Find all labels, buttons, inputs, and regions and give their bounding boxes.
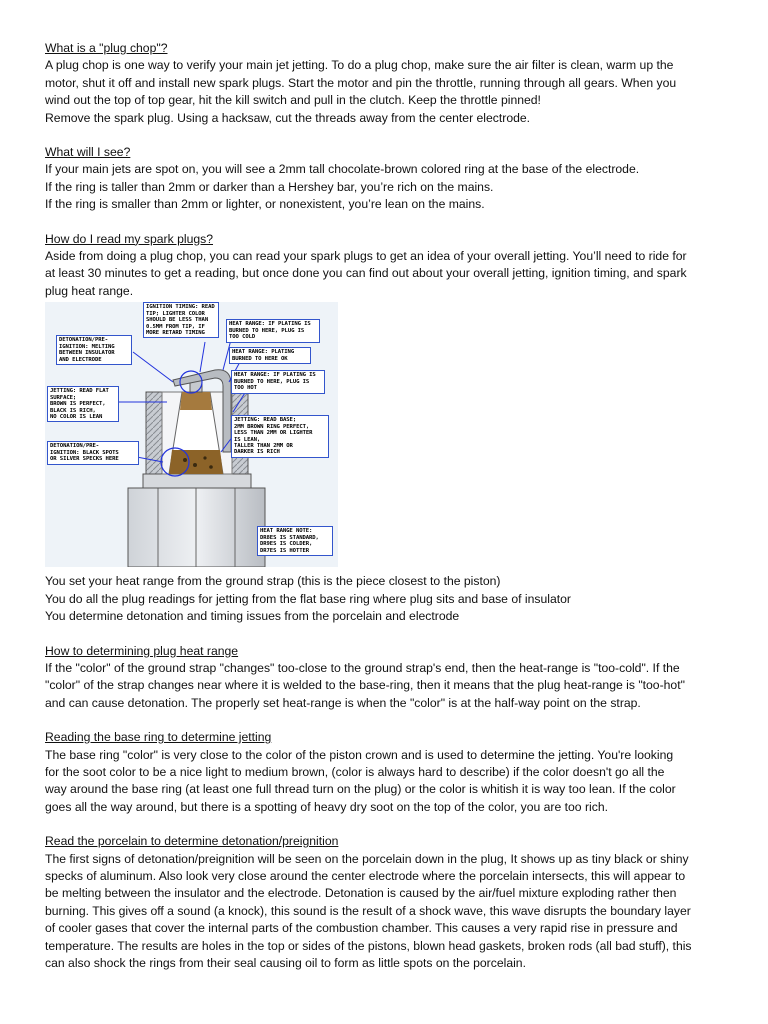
text-line: You do all the plug readings for jetting from the flat base ring where plug sits and base of insulator [45,591,571,606]
label-ignition-timing: IGNITION TIMING: READ TIP; LIGHTER COLOR SHOULD BE LESS THAN 0.5MM FROM TIP, IF MORE RETARD TIMING [143,302,219,338]
text-line: If your main jets are spot on, you will see a 2mm tall chocolate-brown colored ring at the base of the electrode. [45,162,640,177]
text-line: specks of aluminum. Also look very close around the center electrode where the porcelain intersects, this will appear to [45,868,686,883]
text-line: can also shock the rings from their seal causing oil to form as little spots on the porcelain. [45,956,526,970]
spark-plug-diagram [45,302,338,567]
text-line: Remove the spark plug. Using a hacksaw, cut the threads away from the center electrode. [45,110,531,125]
section-base-ring [45,729,735,816]
section-read-spark-plugs [45,231,735,301]
label-jetting-base: JETTING: READ BASE; 2MM BROWN RING PERFECT, LESS THAN 2MM OR LIGHTER IS LEAN, TALLER THAN 2MM OR DARKER IS RICH [231,415,329,457]
text-line: Aside from doing a plug chop, you can read your spark plugs to get an idea of your overall jetting. You’ll need to ride for [45,249,687,264]
text-line: motor, shut it off and install new spark plugs. Start the motor and pin the throttle, running through all gears. When you [45,75,677,90]
text-line: You set your heat range from the ground strap (this is the piece closest to the piston) [45,574,501,589]
text-line: If the ring is taller than 2mm or darker than a Hershey bar, you’re rich on the mains. [45,179,494,194]
text-line: The base ring "color" is very close to the color of the piston crown and is used to determine the jetting. You're looking [45,747,674,762]
text-line: goes all the way around, but there is a spotting of heavy dry soot on the top of the color, you are too rich. [45,799,608,814]
text-line: You determine detonation and timing issues from the porcelain and electrode [45,609,460,624]
text-line: "color" of the strap changes near where it is welded to the base-ring, then it means that the plug heat-range is "too-hot" [45,678,685,693]
text-line: A plug chop is one way to verify your main jet jetting. To do a plug chop, make sure the air filter is clean, warm up the [45,58,674,73]
text-line: burning. This gives off a sound (a knock), this sound is the result of a shock wave, this wave disrupts the boundary layer [45,903,691,918]
text-line: way around the base ring (at least one full thread turn on the plug) or the color is whitish it is way too lean. If the color [45,782,676,797]
section-plug-chop [45,40,735,127]
heading-base-ring: Reading the base ring to determine jetting [45,730,272,745]
section-what-will-i-see [45,144,735,214]
label-jetting-flat-surface: JETTING: READ FLAT SURFACE; BROWN IS PERFECT, BLACK IS RICH, NO COLOR IS LEAN [47,386,119,422]
label-detonation-black-spots: DETONATION/PRE- IGNITION: BLACK SPOTS OR SILVER SPECKS HERE [47,441,139,464]
section-heat-range [45,643,735,713]
text-line: If the ring is smaller than 2mm or lighter, or nonexistent, you’re lean on the mains. [45,197,485,212]
heading-porcelain: Read the porcelain to determine detonation/preignition [45,834,339,849]
text-line: wind out the top of top gear, hit the kill switch and pull in the clutch. Keep the throttle pinned! [45,93,541,108]
label-heat-range-too-cold: HEAT RANGE: IF PLATING IS BURNED TO HERE, PLUG IS TOO COLD [226,319,320,342]
text-line: If the "color" of the ground strap "changes" too-close to the ground strap's end, then the heat-range is "too-cold". If the [45,660,680,675]
heading-plug-chop: What is a "plug chop"? [45,41,168,55]
section-porcelain [45,833,735,972]
text-line: for the soot color to be a nice light to medium brown, (color is always hard to describe) if the color doesn't go all the [45,764,665,779]
heading-read-spark-plugs: How do I read my spark plugs? [45,231,213,246]
label-detonation-melting: DETONATION/PRE- IGNITION: MELTING BETWEEN INSULATOR AND ELECTRODE [56,335,132,365]
text-line: temperature. The results are holes in the top or sides of the pistons, blown head gaskets, broken rods (all bad stuff), this [45,938,692,953]
text-line: and can cause detonation. The properly set heat-range is when the "color" is at the half-way point on the strap. [45,695,641,710]
label-heat-range-ok: HEAT RANGE: PLATING BURNED TO HERE OK [229,347,311,364]
heading-heat-range: How to determining plug heat range [45,643,239,658]
text-line: The first signs of detonation/preignition will be seen on the porcelain down in the plug, It shows up as tiny black or shiny [45,851,689,866]
text-line: plug heat range. [45,283,134,298]
section-diagram-summary [45,573,735,625]
heading-what-will-i-see: What will I see? [45,145,131,160]
label-heat-range-note: HEAT RANGE NOTE: DR8ES IS STANDARD, DR9ES IS COLDER, DR7ES IS HOTTER [257,526,333,556]
label-heat-range-too-hot: HEAT RANGE: IF PLATING IS BURNED TO HERE, PLUG IS TOO HOT [231,370,325,393]
text-line: at least 30 minutes to get a reading, but once done you can find out about your overall jetting, ignition timing, and spark [45,266,687,281]
document-body [45,40,735,972]
text-line: of cooler gases that cover the internal parts of the combustion chamber. This causes a very rapid rise in pressure and [45,921,678,936]
text-line: be melting between the insulator and the electrode. Detonation is caused by the air/fuel mixture exploding rather then [45,886,677,901]
